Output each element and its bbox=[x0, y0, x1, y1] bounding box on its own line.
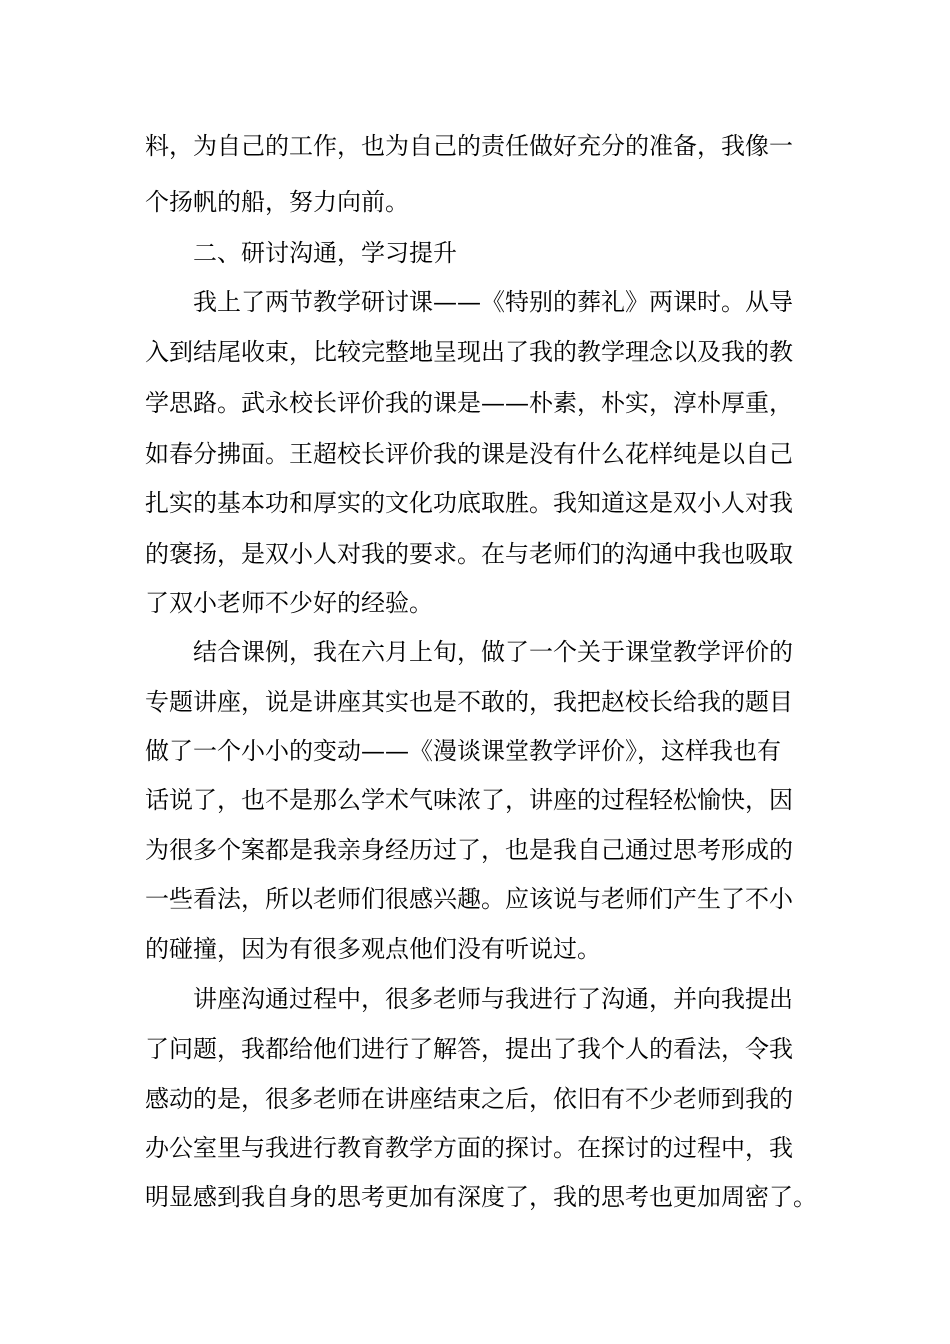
text-line: 个扬帆的船，努力向前。 bbox=[145, 188, 409, 216]
text-line: 的褒扬，是双小人对我的要求。在与老师们的沟通中我也吸取 bbox=[145, 540, 793, 568]
text-line: 入到结尾收束，比较完整地呈现出了我的教学理念以及我的教 bbox=[145, 338, 793, 366]
text-line: 如春分拂面。王超校长评价我的课是没有什么花样纯是以自己 bbox=[145, 440, 793, 468]
paragraph-start-line: 我上了两节教学研讨课——《特别的葬礼》两课时。从导 bbox=[193, 288, 793, 316]
paragraph-start-line: 讲座沟通过程中，很多老师与我进行了沟通，并向我提出 bbox=[193, 985, 793, 1013]
text-line: 了双小老师不少好的经验。 bbox=[145, 589, 433, 617]
text-line: 话说了，也不是那么学术气味浓了，讲座的过程轻松愉快，因 bbox=[145, 786, 793, 814]
text-line: 明显感到我自身的思考更加有深度了，我的思考也更加周密了。 bbox=[145, 1183, 817, 1211]
text-line: 专题讲座，说是讲座其实也是不敢的，我把赵校长给我的题目 bbox=[145, 688, 793, 716]
text-line: 学思路。武永校长评价我的课是——朴素，朴实，淳朴厚重， bbox=[145, 389, 793, 417]
text-line: 感动的是，很多老师在讲座结束之后，依旧有不少老师到我的 bbox=[145, 1085, 793, 1113]
text-line: 办公室里与我进行教育教学方面的探讨。在探讨的过程中，我 bbox=[145, 1134, 793, 1162]
section-heading: 二、研讨沟通，学习提升 bbox=[193, 239, 457, 267]
text-line: 为很多个案都是我亲身经历过了，也是我自己通过思考形成的 bbox=[145, 836, 793, 864]
text-line: 扎实的基本功和厚实的文化功底取胜。我知道这是双小人对我 bbox=[145, 489, 793, 517]
paragraph-start-line: 结合课例，我在六月上旬，做了一个关于课堂教学评价的 bbox=[193, 638, 793, 666]
text-line: 做了一个小小的变动——《漫谈课堂教学评价》，这样我也有 bbox=[145, 737, 781, 765]
text-line: 的碰撞，因为有很多观点他们没有听说过。 bbox=[145, 935, 601, 963]
text-line: 料，为自己的工作，也为自己的责任做好充分的准备，我像一 bbox=[145, 132, 793, 160]
text-line: 了问题，我都给他们进行了解答，提出了我个人的看法，令我 bbox=[145, 1035, 793, 1063]
text-line: 一些看法，所以老师们很感兴趣。应该说与老师们产生了不小 bbox=[145, 885, 793, 913]
